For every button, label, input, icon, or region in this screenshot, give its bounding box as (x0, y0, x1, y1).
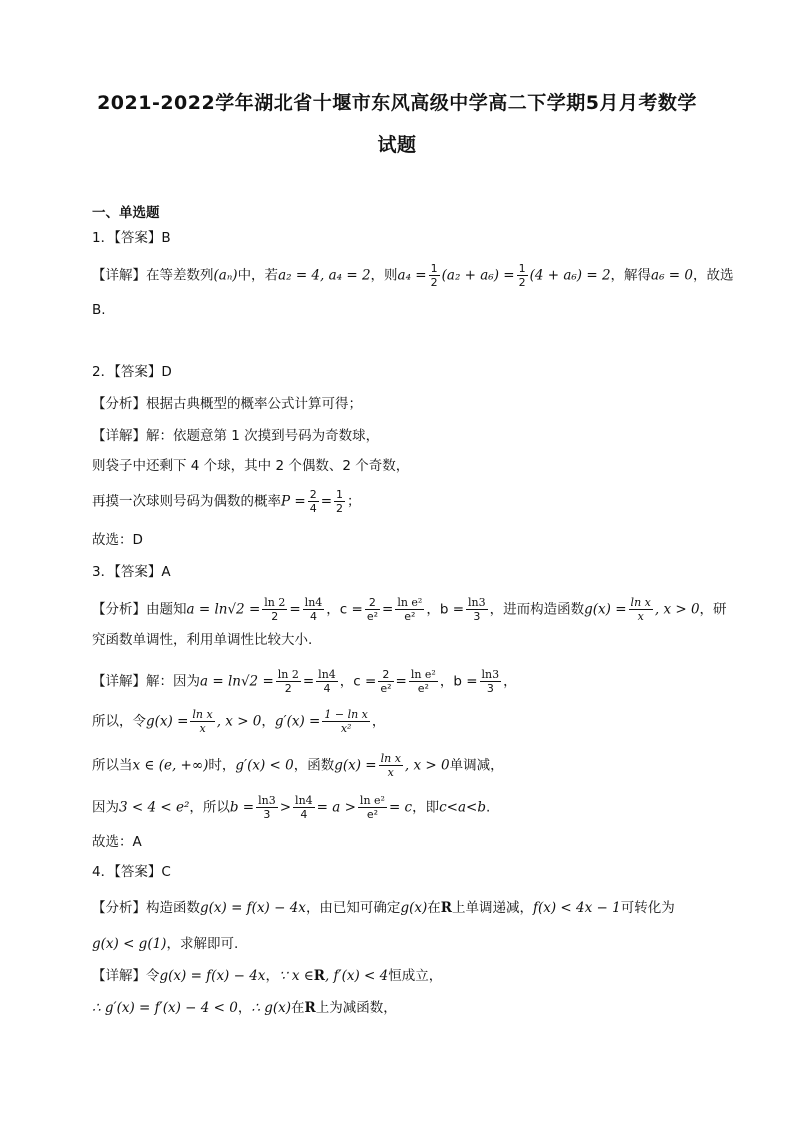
fraction: $\frac{\ln 4}{4}$ (295, 794, 313, 821)
text: ，b = (426, 601, 465, 618)
q3-step2 (92, 752, 504, 779)
q4-analysis (92, 898, 675, 918)
q3-analysis: 【分析】由题知a = ln√2 = $\frac{\ln 2}{2}$ = $\frac{\ln 4}{4}$ ，c = $\frac{2}{\text{e²}}$ = $\frac{\text{ln e²}}{\text{e²}}$ ，b = $\frac{\ln 3}{3}$ ，进而构造函数g(x) = $\frac{\text{ln x}}{x}$ , x > 0，研 (92, 596, 727, 623)
math: ∴ g′(x) = f′(x) − 4 < 0 (92, 1000, 238, 1016)
math: g(x) = (146, 713, 189, 730)
text: ，进而构造函数 (489, 601, 585, 618)
q1-tail: B. (92, 302, 106, 318)
math: R (304, 1000, 316, 1016)
q2-analysis: 【分析】根据古典概型的概率公式计算可得； (92, 396, 362, 412)
text: 在等差数列 (146, 267, 214, 284)
math: g(x) = (584, 601, 627, 618)
math: g(x) = f(x) − 4x (159, 968, 266, 984)
math: P = (281, 493, 306, 510)
fraction: $\frac{\text{ln x}}{x}$ (380, 752, 401, 779)
math: ∵ x ∈ (278, 968, 314, 984)
text: ，b = (439, 673, 478, 690)
math: = a > (316, 799, 356, 816)
math: g(x) = f(x) − 4x (200, 900, 306, 916)
math: c<a<b (439, 799, 486, 816)
math: (aₙ) (213, 267, 238, 284)
text: 在 (427, 900, 441, 916)
math: , x > 0 (654, 601, 700, 618)
q2-answer: 2．【答案】D (92, 364, 172, 380)
text: ， (503, 673, 517, 690)
math: a = ln√2 = (200, 673, 274, 690)
q2-line3: 再摸一次球则号码为偶数的概率P = $\frac{2}{4}$ = $\frac{1}{2}$ ； (92, 488, 361, 515)
text: ， (261, 713, 275, 730)
text: ，解得 (610, 267, 652, 284)
q1-answer: 1．【答案】B (92, 230, 171, 246)
text: 时， (208, 757, 236, 774)
q4-detail (92, 966, 442, 986)
text: ，由已知可确定 (305, 900, 401, 916)
q1-detail (92, 262, 734, 289)
math: a₄ = (397, 267, 427, 284)
text: 可转化为 (620, 900, 675, 916)
fraction: $\frac{\text{ln e²}}{\text{e²}}$ (410, 668, 436, 695)
text: ， (265, 968, 279, 984)
text: 【分析】构造函数 (92, 900, 200, 916)
math: f(x) < 4x − 1 (532, 900, 621, 916)
q2-detail: 【详解】解：依题意第 1 次摸到号码为奇数球， (92, 428, 380, 444)
text: ， (371, 713, 386, 730)
q4-analysis-line2 (92, 934, 238, 954)
text: ，则 (370, 267, 398, 284)
math: ∴ g(x) (251, 1000, 291, 1016)
text: 所以当 (92, 757, 133, 774)
q2-conclude: 故选：D (92, 532, 143, 548)
q3-detail: 【详解】解：因为a = ln√2 = $\frac{\ln 2}{2}$ = $\frac{\ln 4}{4}$ ，c = $\frac{2}{\text{e²}}$ = $\frac{\text{ln e²}}{\text{e²}}$ ，b = $\frac{\ln 3}{3}$ ， (92, 668, 517, 695)
text: ，故选 (693, 267, 734, 284)
fraction: $\frac{\ln 2}{2}$ (277, 668, 299, 695)
math: b = (229, 799, 255, 816)
text: ，c = (326, 601, 363, 618)
text: 上为减函数， (315, 1000, 397, 1016)
math: R (440, 900, 452, 916)
math: > (279, 799, 292, 816)
fraction: $\frac{\text{ln x}}{x}$ (630, 596, 651, 623)
q4-answer: 4．【答案】C (92, 864, 171, 880)
math: g(x) (400, 900, 428, 916)
math: R (313, 968, 325, 984)
fraction: $\frac{1}{2}$ (518, 262, 526, 289)
math: x ∈ (e, +∞) (132, 757, 209, 774)
text: 【分析】由题知 (92, 601, 187, 618)
fraction: $\frac{\text{ln x}}{x}$ (192, 708, 213, 735)
math: g′(x) < 0 (235, 757, 294, 774)
q2-line2: 则袋子中还剩下 4 个球，其中 2 个偶数、2 个奇数， (92, 458, 410, 474)
q3-answer: 3．【答案】A (92, 564, 171, 580)
section-heading: 一、单选题 (92, 205, 160, 221)
document-title-line2: 试题 (377, 134, 417, 156)
math: a₂ = 4, a₄ = 2 (278, 267, 371, 284)
text: ，所以 (189, 799, 230, 816)
q3-analysis-line2: 究函数单调性，利用单调性比较大小. (92, 632, 313, 648)
math: , x > 0 (216, 713, 262, 730)
q3-step3 (92, 794, 490, 821)
text: ，c = (339, 673, 377, 690)
text: ，即 (412, 799, 440, 816)
text: 所以，令 (92, 713, 146, 730)
text: 在 (290, 1000, 305, 1016)
math: = c (388, 799, 413, 816)
fraction: $\frac{\ln 4}{4}$ (318, 668, 336, 695)
math: , f′(x) < 4 (324, 968, 389, 984)
text: 中，若 (237, 267, 279, 284)
fraction: $\frac{2}{\text{e²}}$ (380, 668, 392, 695)
detail-tag: 【详解】 (92, 267, 146, 284)
fraction: $\frac{\ln 2}{2}$ (264, 596, 286, 623)
fraction: $\frac{2}{4}$ (309, 488, 317, 515)
fraction: $\frac{\ln 4}{4}$ (304, 596, 323, 623)
fraction: $\frac{\text{ln e²}}{\text{e²}}$ (359, 794, 385, 821)
text: ，求解即可. (166, 936, 239, 952)
text: ； (347, 493, 361, 510)
fraction: $\frac{1}{2}$ (430, 262, 438, 289)
text: 恒成立， (388, 968, 443, 984)
math: , x > 0 (404, 757, 450, 774)
fraction: $\frac{\text{1 − ln x}}{\text{x²}}$ (324, 708, 368, 735)
fraction: $\frac{\ln 3}{3}$ (481, 668, 500, 695)
text: ， (237, 1000, 252, 1016)
math: g′(x) = (274, 713, 321, 730)
text: 单调减， (449, 757, 504, 774)
text: ，函数 (293, 757, 335, 774)
q4-step (92, 998, 397, 1018)
text: 因为 (92, 799, 119, 816)
text: ，研 (699, 601, 727, 618)
text: 【详解】令 (92, 968, 160, 984)
text: 上单调递减， (451, 900, 533, 916)
math: 3 < 4 < e² (119, 799, 190, 816)
math: (a₂ + a₆) = (441, 267, 515, 284)
math: g(x) < g(1) (92, 936, 167, 952)
fraction: $\frac{\ln 3}{3}$ (258, 794, 276, 821)
math: a = ln√2 = (186, 601, 261, 618)
q3-conclude: 故选：A (92, 834, 142, 850)
math: (4 + a₆) = 2 (529, 267, 611, 284)
math: a₆ = 0 (651, 267, 693, 284)
q3-step1 (92, 708, 385, 735)
fraction: $\frac{1}{2}$ (336, 488, 343, 515)
text: . (486, 799, 491, 816)
fraction: $\frac{\text{ln e²}}{\text{e²}}$ (397, 596, 423, 623)
text: 【详解】解：因为 (92, 673, 200, 690)
fraction: $\frac{\ln 3}{3}$ (468, 596, 486, 623)
fraction: $\frac{2}{\text{e²}}$ (366, 596, 378, 623)
text: 再摸一次球则号码为偶数的概率 (92, 493, 281, 510)
math: g(x) = (334, 757, 377, 774)
document-title-line1: 2021-2022学年湖北省十堰市东风高级中学高二下学期5月月考数学 (97, 92, 697, 114)
